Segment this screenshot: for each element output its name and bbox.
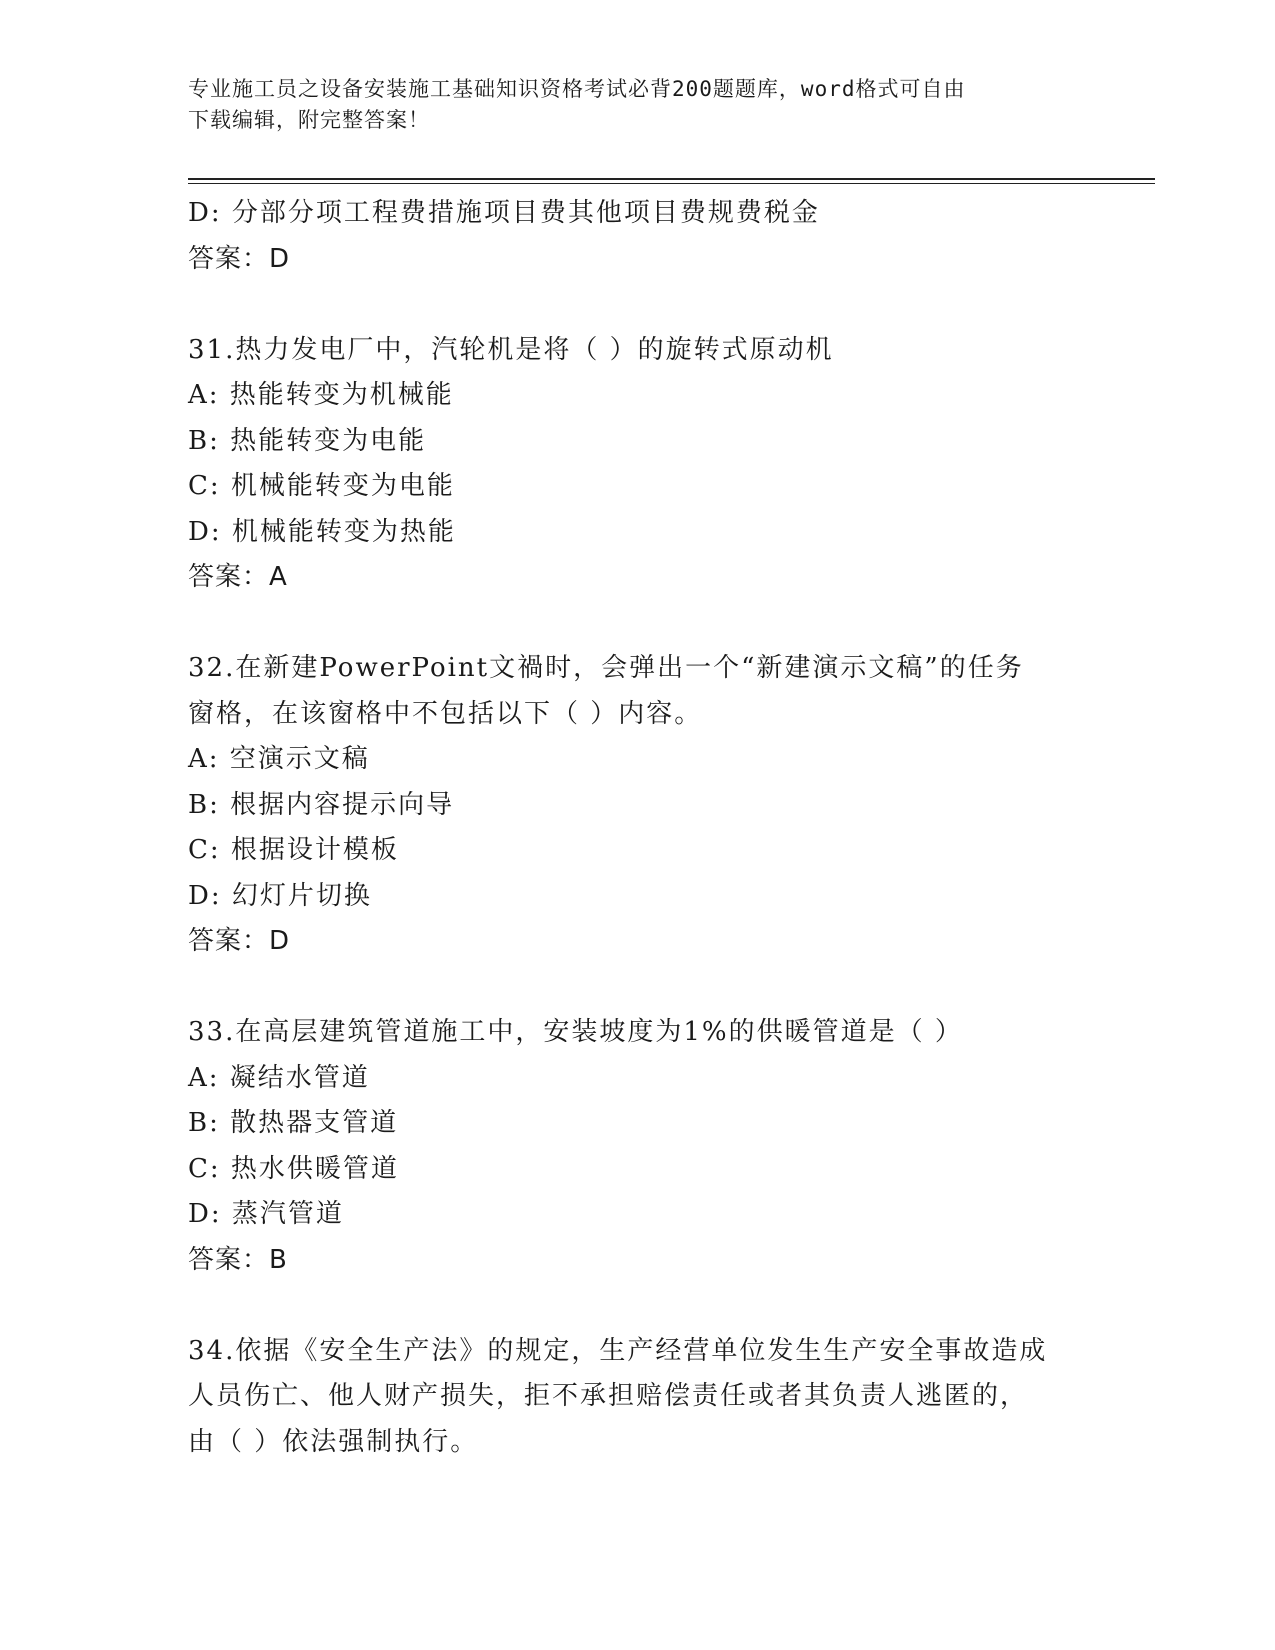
option-d: D: 蒸汽管道 — [188, 1199, 344, 1229]
header-divider-thick — [188, 178, 1155, 180]
option-c: C: 机械能转变为电能 — [188, 471, 455, 501]
answer-line: 答案：A — [188, 562, 288, 592]
question-31 — [188, 328, 1128, 601]
question-stem: 31.热力发电厂中，汽轮机是将（ ）的旋转式原动机 — [188, 334, 834, 365]
option-b: B: 根据内容提示向导 — [188, 789, 455, 820]
question-stem-line-2: 人员伤亡、他人财产损失，拒不承担赔偿责任或者其负责人逃匿的， — [188, 1381, 1029, 1411]
option-b: B: 散热器支管道 — [188, 1108, 399, 1138]
question-32 — [188, 646, 1128, 965]
question-stem: 33.在高层建筑管道施工中，安装坡度为1%的供暖管道是（ ） — [188, 1017, 963, 1047]
question-stem-line-1: 34.依据《安全生产法》的规定，生产经营单位发生生产安全事故造成 — [188, 1335, 1048, 1366]
question-stem-line-1: 32.在新建PowerPoint文禍时，会弹出一个“新建演示文稿”的任务 — [188, 653, 1024, 683]
question-34 — [188, 1329, 1128, 1466]
option-d: D: 机械能转变为热能 — [188, 516, 456, 547]
previous-question-tail — [188, 191, 1128, 282]
option-a: A: 凝结水管道 — [188, 1062, 370, 1093]
spacer — [188, 1283, 1128, 1329]
question-content — [188, 191, 1128, 1465]
option-d: D: 分部分项工程费措施项目费其他项目费规费税金 — [188, 198, 820, 228]
header-title-line-1: 专业施工员之设备安装施工基础知识资格考试必背200题题库，word格式可自由 — [188, 77, 966, 101]
spacer — [188, 965, 1128, 1011]
question-33 — [188, 1010, 1128, 1283]
answer-line: 答案：D — [188, 243, 291, 274]
spacer — [188, 282, 1128, 328]
document-header — [188, 74, 1088, 136]
option-b: B: 热能转变为电能 — [188, 425, 427, 456]
header-divider-thin — [188, 183, 1155, 184]
question-stem-line-2: 窗格，在该窗格中不包括以下（ ）内容。 — [188, 698, 703, 729]
spacer — [188, 601, 1128, 647]
option-c: C: 根据设计模板 — [188, 835, 399, 865]
answer-line: 答案：B — [188, 1244, 288, 1275]
option-c: C: 热水供暖管道 — [188, 1153, 399, 1184]
answer-line: 答案：D — [188, 926, 291, 956]
option-a: A: 空演示文稿 — [188, 744, 370, 774]
question-stem-line-3: 由（ ）依法强制执行。 — [188, 1426, 479, 1457]
option-a: A: 热能转变为机械能 — [188, 380, 454, 410]
header-title-line-2: 下载编辑，附完整答案！ — [188, 108, 430, 132]
option-d: D: 幻灯片切换 — [188, 880, 372, 911]
